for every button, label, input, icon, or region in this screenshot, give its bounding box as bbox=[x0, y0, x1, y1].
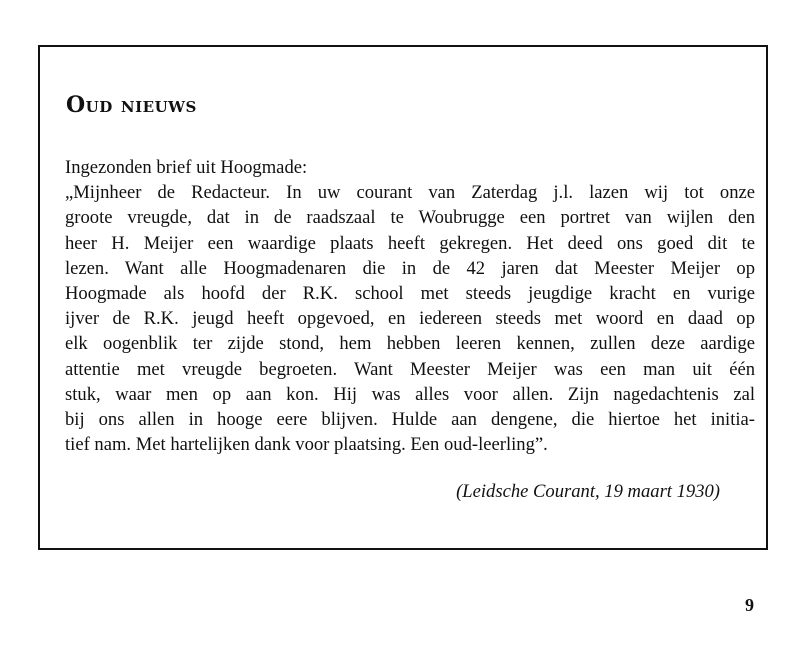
body-line: stuk, waar men op aan kon. Hij was alles voor allen. Zijn nagedachtenis zal bbox=[65, 383, 755, 405]
body-line: „Mijnheer de Redacteur. In uw courant van Zaterdag j.l. lazen wij tot onze bbox=[65, 182, 755, 204]
body-line: lezen. Want alle Hoogmadenaren die in de 42 jaren dat Meester Meijer op bbox=[65, 257, 755, 279]
article-body bbox=[65, 155, 755, 457]
body-line: ijver de R.K. jeugd heeft opgevoed, en iedereen steeds met woord en daad op bbox=[65, 308, 755, 330]
body-line: heer H. Meijer een waardige plaats heeft gekregen. Het deed ons goed dit te bbox=[65, 232, 755, 254]
body-line: groote vreugde, dat in de raadszaal te Woubrugge een portret van wijlen den bbox=[65, 207, 755, 229]
body-line: attentie met vreugde begroeten. Want Meester Meijer was een man uit één bbox=[65, 358, 755, 380]
body-line: Hoogmade als hoofd der R.K. school met steeds jeugdige kracht en vurige bbox=[65, 283, 755, 305]
body-line-last: tief nam. Met hartelijken dank voor plaatsing. Een oud-leerling”. bbox=[65, 434, 548, 456]
page-number: 9 bbox=[745, 595, 754, 615]
source-citation: (Leidsche Courant, 19 maart 1930) bbox=[456, 481, 720, 502]
intro-line: Ingezonden brief uit Hoogmade: bbox=[65, 157, 308, 178]
article-box bbox=[38, 45, 768, 550]
body-line: elk oogenblik ter zijde stond, hem hebben leeren kennen, zullen deze aardige bbox=[65, 333, 755, 355]
article-heading: Oud nieuws bbox=[66, 92, 197, 118]
body-line: bij ons allen in hooge eere blijven. Hulde aan dengene, die hiertoe het initia- bbox=[65, 409, 755, 431]
